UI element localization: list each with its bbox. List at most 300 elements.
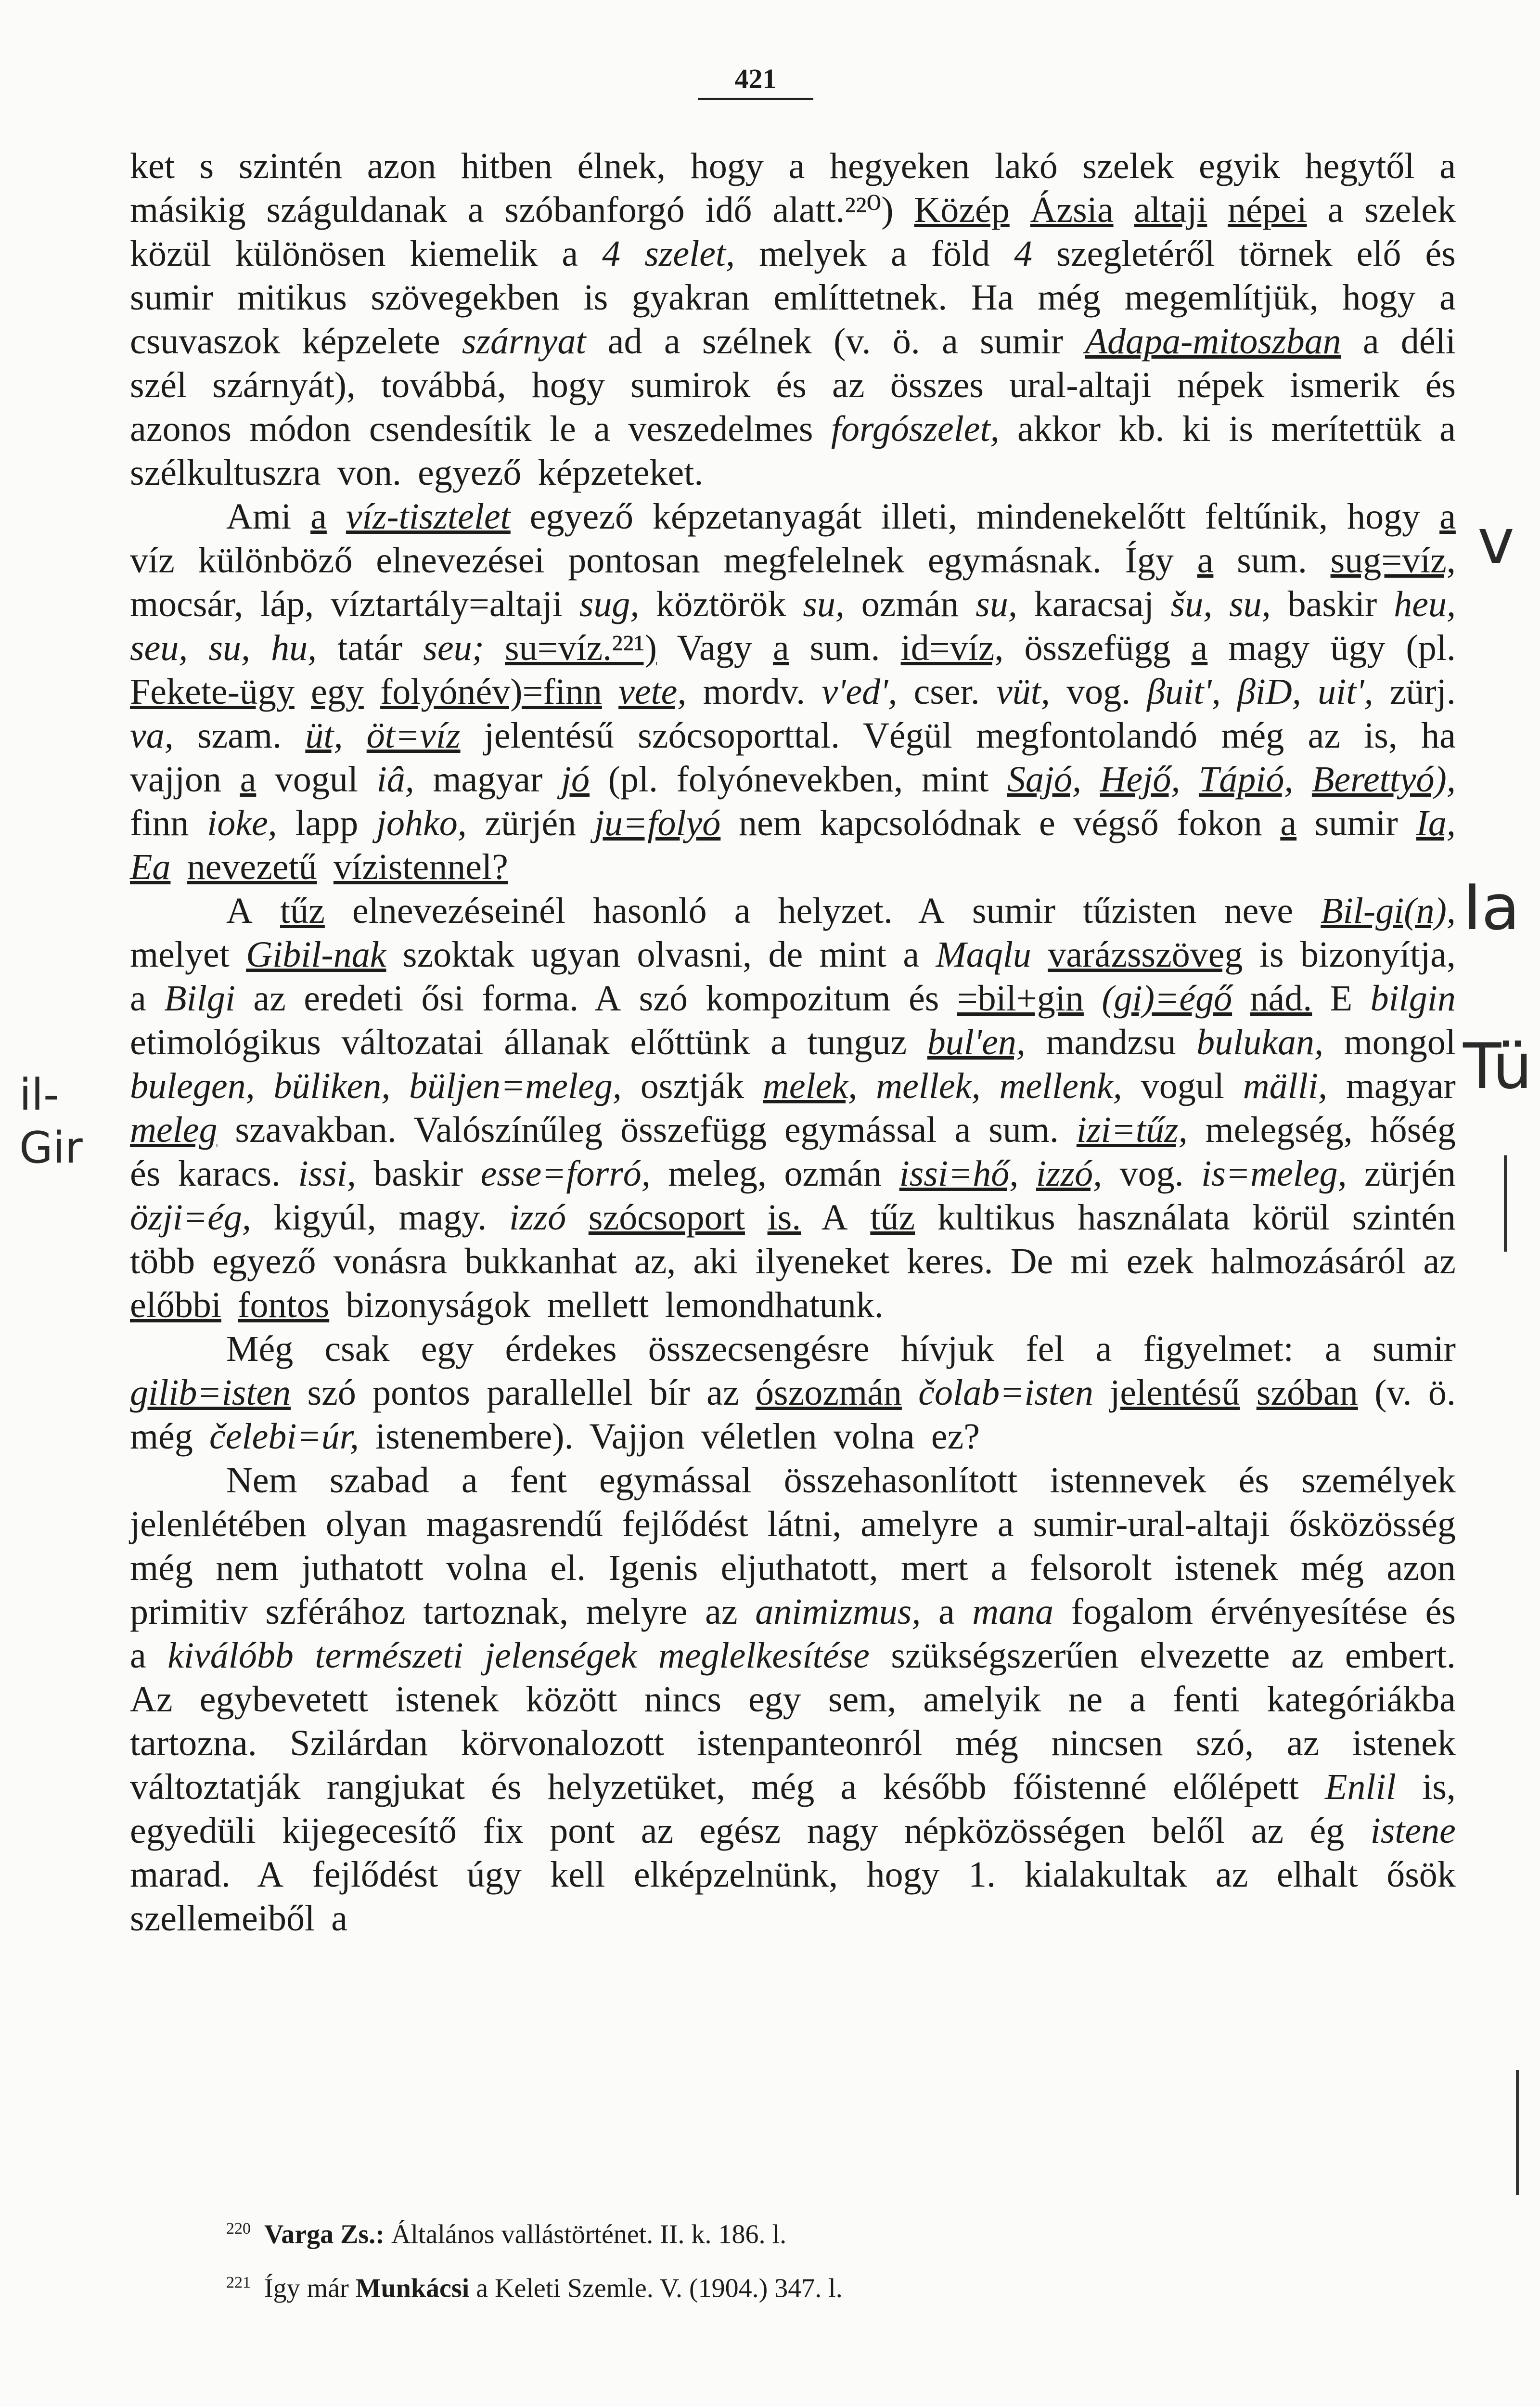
word: nád. — [1250, 978, 1312, 1019]
word: a — [734, 891, 751, 931]
word: akkor — [1017, 409, 1101, 449]
word: szóbanforgó — [504, 190, 685, 230]
word: egymással — [784, 1110, 937, 1150]
word: keres. — [907, 1241, 993, 1281]
word: szintén — [1352, 1197, 1456, 1238]
word: törnek — [1239, 233, 1333, 274]
word: neve — [1224, 891, 1294, 931]
word: változatai — [341, 1022, 484, 1062]
word: v'ed', — [821, 672, 898, 712]
word: (pl. — [608, 759, 658, 800]
word: eredeti — [304, 978, 404, 1019]
word: fent — [510, 1460, 567, 1501]
word: szelek — [1364, 190, 1456, 230]
word: sumir — [980, 321, 1064, 362]
word: (gi)=égő — [1102, 978, 1232, 1019]
word: altaji — [1134, 190, 1207, 230]
word: ugyan — [531, 934, 621, 975]
paragraph — [130, 144, 1463, 495]
word: magyar — [433, 759, 543, 800]
word: istenembere). — [375, 1416, 574, 1457]
word: ö. — [892, 321, 920, 362]
word: felsorolt — [1029, 1548, 1152, 1588]
word: ne — [1068, 1679, 1103, 1720]
word: az — [1291, 1635, 1324, 1676]
word: embert. — [1345, 1635, 1456, 1676]
word: összehasonlított — [783, 1460, 1018, 1501]
paragraph — [130, 495, 1463, 889]
word: mindenekelőtt — [976, 496, 1186, 537]
word: egyik — [1199, 146, 1280, 186]
word: az — [1423, 1241, 1456, 1281]
word: még — [751, 1767, 815, 1807]
word: čolab=isten — [918, 1372, 1093, 1413]
word: sumirok — [630, 365, 751, 405]
word: tűz — [870, 1197, 915, 1238]
word: ószozmán — [755, 1372, 902, 1413]
word: egymásnak. — [927, 540, 1102, 581]
word: karacs. — [178, 1153, 281, 1194]
word: magyar — [1346, 1066, 1456, 1106]
word: lemondhatunk. — [665, 1285, 884, 1325]
word: az — [832, 365, 865, 405]
word: kultikus — [937, 1197, 1055, 1238]
word: e — [1039, 803, 1055, 843]
word: ad — [607, 321, 642, 362]
word: ket — [130, 146, 175, 186]
word: illeti, — [881, 496, 957, 537]
word: a — [461, 1460, 478, 1501]
word: nincsen — [1051, 1723, 1163, 1763]
word: érvényesítése — [1210, 1592, 1408, 1632]
word: csak — [324, 1329, 390, 1369]
word: hasonló — [593, 891, 707, 931]
word: osztják — [640, 1066, 744, 1106]
word: kb. — [1118, 409, 1165, 449]
word: lapp — [295, 803, 359, 843]
word: fokon — [1177, 803, 1262, 843]
word: föld — [931, 233, 990, 274]
word: A — [257, 1854, 284, 1895]
word: folyónevekben, — [676, 759, 903, 800]
word: később — [883, 1767, 987, 1807]
word: mitikus — [237, 277, 347, 318]
word: megfelelnek — [723, 540, 905, 581]
word: su, — [1229, 584, 1271, 624]
word: fel — [1026, 1329, 1065, 1369]
word: Közép — [914, 190, 1010, 230]
word: a — [938, 1592, 955, 1632]
footnote-number: 221 — [226, 2273, 251, 2291]
word: személyek — [1301, 1460, 1456, 1501]
word: azonos — [130, 409, 232, 449]
word: is, — [1364, 715, 1398, 756]
word: egyező — [529, 496, 633, 537]
word: esse=forró, — [480, 1153, 651, 1194]
word: is=meleg, — [1201, 1153, 1347, 1194]
word: ezek — [1126, 1241, 1194, 1281]
word: egy — [311, 672, 364, 712]
word: még — [130, 1548, 193, 1588]
word: βuit', — [1147, 672, 1221, 712]
word: su, — [208, 628, 250, 668]
word: körvonalozott — [461, 1723, 664, 1763]
word: és — [1238, 1460, 1269, 1501]
word: volna — [446, 1548, 527, 1588]
word: belől — [1152, 1811, 1225, 1851]
word: szó, — [1195, 1723, 1254, 1763]
word: használata — [1078, 1197, 1230, 1238]
margin-note-left-top: il- — [19, 1070, 59, 1120]
word: sum. — [988, 1110, 1059, 1150]
word: másikig — [130, 190, 246, 230]
word: rangjukat — [326, 1767, 465, 1807]
word: mocsár, — [130, 584, 244, 624]
word: és — [909, 978, 939, 1019]
word: összes — [890, 365, 984, 405]
word: végső — [1073, 803, 1159, 843]
word: ozmán — [784, 1153, 882, 1194]
word: a — [1197, 540, 1214, 581]
word: figyelmet: — [1143, 1329, 1294, 1369]
paragraph — [130, 1327, 1463, 1459]
word: amelyik — [923, 1679, 1041, 1720]
word: az — [641, 1811, 674, 1851]
word: megfontolandó — [976, 715, 1198, 756]
word: köztörök — [656, 584, 786, 624]
word: hegyeken — [829, 146, 970, 186]
word: szárnyát), — [212, 365, 356, 405]
word: képzetanyagát — [653, 496, 862, 537]
word: E — [1330, 978, 1353, 1019]
word: déli — [1400, 321, 1456, 362]
word: Vajjon — [589, 1416, 685, 1457]
word: még — [1038, 277, 1101, 318]
word: melegség, — [1205, 1110, 1353, 1150]
word: sumir — [972, 891, 1056, 931]
word: sug=víz, — [1330, 540, 1456, 581]
footnote-221 — [226, 2259, 1381, 2313]
word: megemlítjük, — [1124, 277, 1319, 318]
word: az, — [634, 1241, 676, 1281]
word: népei — [1228, 190, 1307, 230]
word: ö. — [1428, 1372, 1456, 1413]
word: csendesítik — [369, 409, 532, 449]
word: Hejő, — [1100, 759, 1181, 800]
word: és — [130, 1153, 161, 1194]
word: egyedüli — [130, 1811, 256, 1851]
footnote-prefix: Így már — [264, 2273, 349, 2303]
word: Ami — [226, 496, 292, 537]
word: a — [1280, 803, 1297, 843]
word: még — [1221, 715, 1284, 756]
word: büliken, — [273, 1066, 391, 1106]
word: elnevezéseinél — [352, 891, 566, 931]
word: =bil+gin — [957, 978, 1084, 1019]
word: ioke, — [207, 803, 277, 843]
word: és — [1425, 1592, 1456, 1632]
word: fogalom — [1071, 1592, 1194, 1632]
word: a — [990, 1548, 1007, 1588]
word: elképzelnünk, — [633, 1854, 838, 1895]
word: uit', — [1317, 672, 1373, 712]
word: szövegekben — [371, 277, 560, 318]
word: szükségszerűen — [891, 1635, 1119, 1676]
word: gilib=isten — [130, 1372, 291, 1413]
word: kijegecesítő — [282, 1811, 457, 1851]
margin-bar — [1504, 1155, 1507, 1252]
word: hogy — [866, 1854, 940, 1895]
word: szó — [639, 978, 688, 1019]
word: mert — [901, 1548, 968, 1588]
word: szavakban. — [235, 1110, 397, 1150]
word: hogy — [531, 365, 605, 405]
word: su, — [975, 584, 1017, 624]
word: a — [942, 321, 958, 362]
word: szócsoporttal. — [638, 715, 840, 756]
margin-mark-v: v — [1477, 505, 1514, 578]
word: fejlődést — [312, 1854, 438, 1895]
word: is. — [767, 1197, 801, 1238]
word: parallellel — [487, 1372, 633, 1413]
word: ez? — [931, 1416, 980, 1457]
word: bukkanhat — [464, 1241, 617, 1281]
word: A — [226, 891, 253, 931]
word: izzó — [509, 1197, 566, 1238]
word: βiD, — [1237, 672, 1301, 712]
paragraph — [130, 1459, 1463, 1941]
word: Bil-gi(n), — [1321, 891, 1456, 931]
word: mongol — [1344, 1022, 1456, 1062]
word: egyező — [418, 453, 522, 493]
word: fenti — [1172, 1679, 1240, 1720]
word: bulegen, — [130, 1066, 255, 1106]
word: egy — [748, 1679, 801, 1720]
word: szélkultuszra — [130, 453, 321, 493]
footnotes — [226, 2205, 1381, 2312]
word: mana — [972, 1592, 1054, 1632]
word: elvezette — [1140, 1635, 1270, 1676]
word: Így — [1125, 540, 1174, 581]
word: 1. — [968, 1854, 996, 1895]
word: kiválóbb — [167, 1635, 294, 1676]
word: állanak — [504, 1022, 610, 1062]
word: mint — [819, 934, 886, 975]
word: a — [1095, 1329, 1112, 1369]
word: egybevetett — [199, 1679, 368, 1720]
word: ha — [1421, 715, 1456, 756]
word: mi — [1070, 1241, 1109, 1281]
word: Fekete-ügy — [130, 672, 295, 712]
word: istenpanteonról — [697, 1723, 923, 1763]
word: jelentésű — [1110, 1372, 1240, 1413]
word: sum. — [1237, 540, 1307, 581]
word: seu; — [423, 628, 484, 668]
word: kell — [550, 1854, 605, 1895]
word: halmozásáról — [1211, 1241, 1406, 1281]
word: szférához — [265, 1592, 406, 1632]
word: etimológikus — [130, 1022, 321, 1062]
word: fontos — [238, 1285, 330, 1325]
word: élnek, — [577, 146, 666, 186]
word: népközösségen — [904, 1811, 1126, 1851]
word: az — [1308, 715, 1340, 756]
word: különösen — [235, 233, 386, 274]
word: kiemelik — [410, 233, 538, 274]
word: a — [1324, 1329, 1341, 1369]
word: A — [821, 1197, 848, 1238]
word: magy — [1228, 628, 1310, 668]
word: tűzisten — [1083, 891, 1197, 931]
word: volna — [833, 1416, 915, 1457]
word: előlépett — [1173, 1767, 1299, 1807]
word: magasrendű — [426, 1504, 603, 1544]
word: su, — [803, 584, 845, 624]
word: a — [954, 1110, 971, 1150]
word: sumir — [1372, 1329, 1456, 1369]
word: egymással — [599, 1460, 752, 1501]
word: vízistennel? — [333, 847, 508, 887]
word: mellek, — [876, 1066, 981, 1106]
word: a — [1191, 628, 1208, 668]
word: szél — [130, 365, 187, 405]
word: feltűnik, — [1205, 496, 1328, 537]
word: vog. — [1066, 672, 1131, 712]
word: Ázsia — [1030, 190, 1114, 230]
word: le — [550, 409, 576, 449]
word: jó — [561, 759, 590, 800]
word: úgy — [466, 1854, 522, 1895]
word: szegletéről — [1056, 233, 1215, 274]
word: Ha — [971, 277, 1014, 318]
word: is, — [1422, 1767, 1456, 1807]
word: Az — [130, 1679, 173, 1720]
word: változtatják — [130, 1767, 301, 1807]
word: Ea — [130, 847, 171, 887]
word: nincs — [644, 1679, 721, 1720]
word: szam. — [197, 715, 282, 756]
word: jelentésű — [484, 715, 614, 756]
word: a — [1362, 321, 1379, 362]
word: láp, — [260, 584, 314, 624]
word: istennevek — [1050, 1460, 1206, 1501]
word: varázsszöveg — [1048, 934, 1243, 975]
word: elnevezései — [376, 540, 545, 581]
word: a — [1129, 1679, 1146, 1720]
word: animizmus, — [755, 1592, 921, 1632]
word: még — [955, 1723, 1018, 1763]
word: még — [1301, 1548, 1364, 1588]
word: jelenlétében — [130, 1504, 307, 1544]
word: heu, — [1394, 584, 1456, 624]
word: Ia, — [1416, 803, 1456, 843]
word: ki — [1182, 409, 1211, 449]
word: is — [583, 277, 608, 318]
word: özji=ég, — [130, 1197, 251, 1238]
word: (v. — [1374, 1372, 1412, 1413]
word: ozmán — [861, 584, 959, 624]
word: Igenis — [608, 1548, 698, 1588]
word: Sajó, — [1007, 759, 1081, 800]
word: melyet — [130, 934, 230, 975]
word: a — [467, 190, 484, 230]
word: merítettük — [1271, 409, 1422, 449]
word: olvasni, — [637, 934, 752, 975]
page-number: 421 — [698, 63, 813, 100]
word: és — [491, 1767, 522, 1807]
margin-bar — [1516, 2070, 1519, 2195]
word: sum. — [809, 628, 880, 668]
word: szellemeiből — [130, 1898, 315, 1939]
word: vogul — [274, 759, 359, 800]
word: nevezetű — [187, 847, 317, 887]
word: körül — [1252, 1197, 1330, 1238]
word: tartozna. — [130, 1723, 257, 1763]
word: említtetnek. — [773, 277, 948, 318]
word: lakó — [994, 146, 1058, 186]
word: bilgin — [1370, 978, 1456, 1019]
word: folyónév)=finn — [380, 672, 602, 712]
word: ismerik — [1290, 365, 1400, 405]
word: meleg, — [668, 1153, 767, 1194]
word: 4 — [1014, 233, 1033, 274]
word: hőség — [1370, 1110, 1456, 1150]
word: közül — [130, 233, 211, 274]
word: öt=víz — [366, 715, 461, 756]
footnote-number: 220 — [226, 2220, 251, 2238]
word: istenek — [395, 1679, 499, 1720]
word: azon — [1386, 1548, 1456, 1588]
word: fix — [483, 1811, 524, 1851]
word: Még — [226, 1329, 294, 1369]
word: Bilgi — [164, 978, 235, 1019]
word: a — [772, 628, 789, 668]
word: bizonyítja, — [1300, 934, 1456, 975]
word: ural-altaji — [1009, 365, 1152, 405]
word: még — [130, 1416, 193, 1457]
word: von. — [337, 453, 401, 493]
word: büljen=meleg, — [409, 1066, 622, 1106]
word: zürjén — [485, 803, 577, 843]
word: bír — [649, 1372, 690, 1413]
word: érdekes — [505, 1329, 617, 1369]
word: a — [594, 409, 611, 449]
word: ju=folyó — [594, 803, 721, 843]
word: víz-tisztelet — [346, 496, 511, 537]
word: is — [1259, 934, 1284, 975]
word: meglelkesítése — [658, 1635, 870, 1676]
word: előttünk — [630, 1022, 750, 1062]
word: helyzetüket, — [547, 1767, 726, 1807]
word: az — [1286, 1723, 1320, 1763]
word: baskir — [373, 1153, 463, 1194]
word: között — [526, 1679, 617, 1720]
word: szelet, — [644, 233, 735, 274]
word: a — [1439, 409, 1456, 449]
word: pontosan — [568, 540, 700, 581]
word: va, — [130, 715, 174, 756]
word: sumir-ural-altaji — [1033, 1504, 1270, 1544]
word: tűz — [280, 891, 325, 931]
word: a — [770, 1022, 787, 1062]
word: víz — [130, 540, 175, 581]
word: cser. — [913, 672, 980, 712]
word: alatt.²²⁰) — [772, 190, 894, 230]
word: sug, — [579, 584, 640, 624]
word: vajjon — [130, 759, 221, 800]
word: szoktak — [402, 934, 515, 975]
word: amelyre — [860, 1504, 979, 1544]
